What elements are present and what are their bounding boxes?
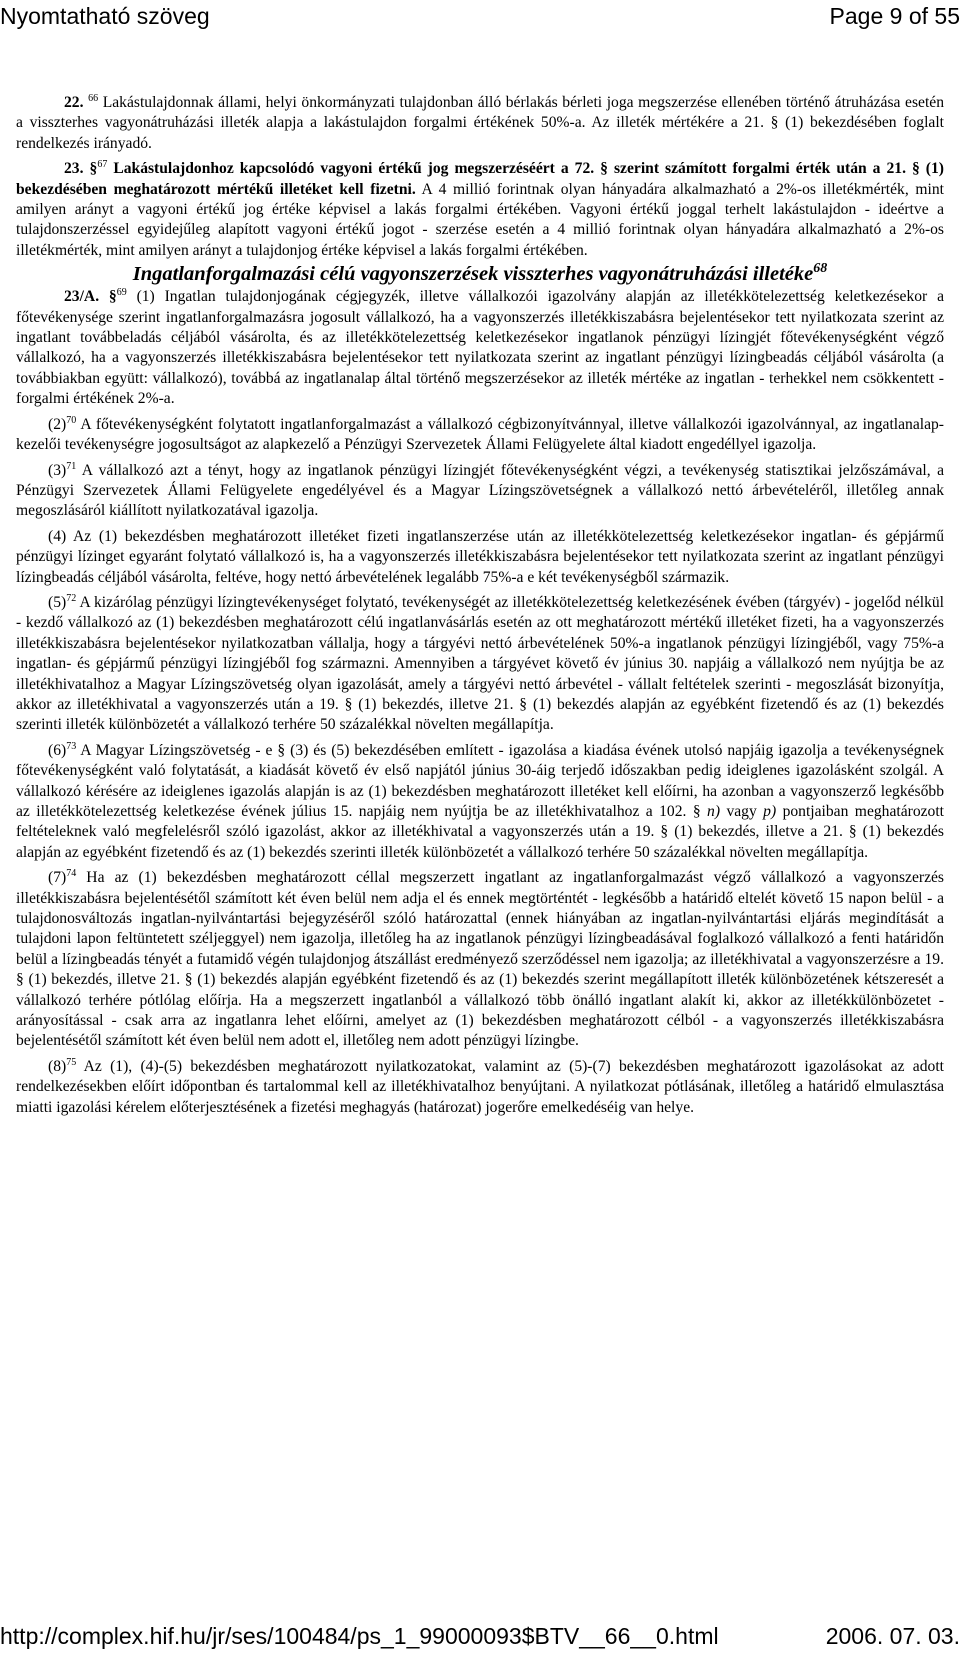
section-text: Lakástulajdonnak állami, helyi önkormányzati tulajdonban álló bérlakás bérleti joga megszerzése ellenében történő átruházása esetén a visszterhes vagyonátruházási illeték alapja a lakástulajdon forgalmi értékének 50%-a. Az illeték mértékére a 21. § (1) bekezdésében foglalt rendelkezés irányadó. bbox=[16, 94, 945, 152]
page-footer bbox=[0, 1620, 960, 1662]
section-23a-para-3 bbox=[16, 461, 944, 522]
footnote-ref[interactable]: 74 bbox=[66, 868, 77, 880]
page-indicator: Page 9 of 55 bbox=[829, 3, 960, 29]
section-sign: § bbox=[83, 160, 98, 178]
footnote-ref[interactable]: 73 bbox=[66, 740, 77, 752]
footnote-ref[interactable]: 68 bbox=[813, 261, 828, 277]
paragraph-number: (6) bbox=[48, 741, 67, 759]
section-23a-para-2 bbox=[16, 415, 944, 456]
paragraph-text: pontjaiban meghatározott feltételeknek való megfelelésről szóló igazolást, akkor az illetékhivatal a vagyonszerzés után a 19. § (1) bekezdés, illetve a 21. § (1) bekezdés alapján az egyébként fizetendő és az (1) bekezdés szerinti illeték különbözetét a vállalkozó terhére 50 százalékkal növelten megállapítja. bbox=[16, 803, 945, 861]
footnote-ref[interactable]: 67 bbox=[97, 159, 108, 171]
paragraph-number: (8) bbox=[48, 1057, 67, 1075]
section-23a-para-8 bbox=[16, 1057, 944, 1118]
footnote-ref[interactable]: 72 bbox=[66, 592, 77, 604]
section-23a-para-6 bbox=[16, 741, 944, 863]
heading-text: Ingatlanforgalmazási célú vagyonszerzések visszterhes vagyonátruházási illetéke bbox=[132, 263, 814, 286]
page-header bbox=[0, 0, 960, 42]
section-23a-para-5 bbox=[16, 593, 944, 736]
paragraph-text: Az (1), (4)-(5) bekezdésben meghatározott nyilatkozatokat, valamint az (5)-(7) bekezdésben meghatározott igazolásokat az adott rendelkezésekben előírt időpontban és tartalommal kell az illetékhivatalhoz benyújtani. A nyilatkozat pótlásának, illetőleg a határidő elmulasztása miatti igazolási kérelem előterjesztésének a fizetési meghagyás (határozat) jogerőre emelkedéséig van helye. bbox=[16, 1057, 944, 1116]
section-heading bbox=[16, 261, 944, 287]
paragraph-text: vagy bbox=[720, 803, 764, 820]
section-23a-para-1 bbox=[16, 287, 944, 409]
section-bold-text: Lakástulajdonhoz kapcsolódó vagyoni értékű jog megszerzéséért a 72. § szerint számított forgalmi érték után a 21. § (1) bekezdésében meghatározott mértékű illetéket kell fizetni. bbox=[16, 160, 944, 198]
document-body bbox=[16, 93, 944, 1118]
paragraph-number: (5) bbox=[48, 593, 67, 611]
paragraph-text: A vállalkozó azt a tényt, hogy az ingatlanok pénzügyi lízingjét főtevékenységként végzi, a tevékenység statisztikai jelzőszámával, a Pénzügyi Szervezetek Állami Felügyelete engedélyével és a Magyar Lízingszövetségnek a vállalkozó nettó árbevételéről, illetőleg annak megoszlásáról kiállított nyilatkozatával igazolja. bbox=[16, 461, 944, 520]
section-23a-para-7 bbox=[16, 868, 944, 1052]
paragraph-text: A kizárólag pénzügyi lízingtevékenységet folytató, tevékenységét az illetékkötelezettség keletkezésének évében (tárgyév) - jogelőd nélkül - kezdő vállalkozó az (1) bekezdésben meghatározott célú ingatlanvásárlás esetén az ott meghatározott mértékű illetéket fizeti, ha a vagyonszerzés illetékkiszabásra bejelentésekor nyilatkozatban vállalja, hogy a tárgyévi nettó árbevételének 50%-a ingatlanok pénzügyi lízingjéből, vagy 75%-a ingatlan- és gépjármű pénzügyi lízingjéből fog származni. Amennyiben a tárgyévet követő év június 30. napjáig a vállalkozó nem nyújtja be az illetékhivatalhoz a Magyar Lízingszövetség olyan igazolását, amely a tárgyévi nettó árbevétel - vállalt feltételek szerinti - megoszlását bizonyítja, akkor az illetékhivatal a vagyonszerzés után a 19. § (1) bekezdés, illetve 21. § (1) bekezdés alapján az egyébként fizetendő és az (1) bekezdés szerinti illeték különbözetét a vállalkozó terhére 50 százalékkal növelten megállapítja. bbox=[16, 593, 944, 734]
section-number: 23. bbox=[64, 160, 84, 178]
footnote-ref[interactable]: 69 bbox=[116, 287, 127, 299]
section-22 bbox=[16, 93, 944, 154]
paragraph-number: (2) bbox=[48, 415, 67, 433]
section-sign: § bbox=[99, 288, 117, 306]
print-date: 2006. 07. 03. bbox=[825, 1623, 960, 1649]
paragraph-text: (1) Ingatlan tulajdonjogának cégjegyzék, illetve vállalkozói igazolvány alapján az illetékkötelezettség keletkezésekor a főtevékenysége szerint ingatlanforgalmazásra jogosult vállalkozó, ha a vagyonszerzés illetékkiszabásra bejelentésekor tett nyilatkozata szerint az ingatlant továbbeladás céljából vásárolta, és az illetékkötelezettség keletkezésekor ingatlanok pénzügyi lízingjét főtevékenységként végző vállalkozó, ha a vagyonszerzés illetékkiszabásra bejelentésekor tett nyilatkozata szerint az ingatlant pénzügyi lízingbeadás céljából vásárolta (a továbbiakban együtt: vállalkozó), továbbá az ingatlanalap által történő megszerzésekor az illeték mértéke az ingatlan - terhekkel nem csökkentett - forgalmi értékének 2%-a. bbox=[16, 288, 944, 408]
section-23 bbox=[16, 159, 944, 261]
section-23a-para-4 bbox=[16, 527, 944, 588]
point-ref: n) bbox=[707, 803, 721, 820]
paragraph-text: A Magyar Lízingszövetség - e § (3) és (5) bekezdésében említett - igazolása a kiadása évének utolsó napjáig igazolja a tevékenységnek főtevékenységként való folytatását, a kiadását követő év első napjától június 30-áig terjedő időszakban pedig ideiglenes igazolásként szolgál. A vállalkozó kérésére az ideiglenes igazolás alapján is az (1) bekezdésben meghatározott illetéket kell előírni, ha azonban a vagyonszerző legkésőbb az illetékkötelezettség keletkezése évének július 15. napjáig nem nyújtja be az illetékhivatalhoz a 102. § bbox=[16, 741, 944, 820]
paragraph-number: (7) bbox=[48, 869, 67, 887]
paragraph-text: A főtevékenységként folytatott ingatlanforgalmazást a vállalkozó cégbizonyítvánnyal, illetve vállalkozói igazolvánnyal, az ingatlanalap-kezelői tevékenységre jogosultságot az alapkezelő a Pénzügyi Szervezetek Állami Felügyelete által kiadott engedéllyel igazolja. bbox=[16, 415, 944, 454]
point-ref: p) bbox=[763, 803, 777, 820]
header-title: Nyomtatható szöveg bbox=[0, 3, 210, 29]
paragraph-text: Ha az (1) bekezdésben meghatározott céllal megszerzett ingatlant az ingatlanforgalmazást végző vállalkozó a vagyonszerzés illetékkiszabásra bejelentésétől számított két éven belül nem adja el és ennek megtörténtét - legkésőbb a határidő eltelét követő 15 napon belül - a tulajdonosváltozás ingatlan-nyilvántartási bejegyzéséről szóló határozattal (ennek hiányában az ingatlan-nyilvántartási eljárás megindítását a tulajdoni lapon feltüntetett széljeggyel) nem igazolja, illetőleg ha az ingatlanok pénzügyi lízingbeadásával foglalkozó vállalkozó a fenti határidőn belül a lízingbeadás tényét a futamidő végén tulajdonjog átszállást eredményező szerződéssel nem igazolja; az illetékhivatal a vagyonszerzésre a 19. § (1) bekezdés, illetve 21. § (1) bekezdés alapján egyébként fizetendő és az (1) bekezdés szerint megállapított illeték különbözetének kétszeresét a vállalkozó terhére pótlólag előírja. Ha a megszerzett ingatlanból a vállalkozó több önálló ingatlant alakít ki, akkor az illetékkülönbözetet - arányosítással - csak arra az ingatlanra lehet előírni, amelyet az (1) bekezdésben meghatározott célból - a vagyonszerzés illetékkiszabásra bejelentésétől számított két éven belül nem adott el, illetőleg nem adott pénzügyi lízingbe. bbox=[16, 869, 944, 1050]
source-url: http://complex.hif.hu/jr/ses/100484/ps_1_99000093$BTV__66__0.html bbox=[0, 1623, 719, 1649]
section-number: 23/A. bbox=[64, 288, 100, 306]
footnote-ref[interactable]: 75 bbox=[66, 1056, 77, 1068]
section-number: 22. bbox=[64, 94, 84, 111]
footnote-ref[interactable]: 70 bbox=[66, 414, 77, 426]
section-text: A 4 millió forintnak olyan hányadára alkalmazható a 2%-os illetékmérték, mint amilyen arányt a vagyoni értékű jog értéke képvisel a lakás forgalmi értékében. Vagyoni értékű joggal terhelt lakástulajdon - ideértve a tulajdonszerzéssel egyidejűleg alapított vagyoni értékű jogot - szerzése esetén a 4 millió forintnak olyan hányadára alkalmazható a 2%-os illetékmérték, mint amilyen arányt a tulajdonjog értéke képvisel a lakás forgalmi értékében. bbox=[16, 180, 944, 259]
footnote-ref[interactable]: 66 bbox=[88, 92, 99, 104]
paragraph-text: (4) Az (1) bekezdésben meghatározott illetéket fizeti ingatlanszerzése után az illetékkötelezettség keletkezésekor ingatlan- és gépjármű pénzügyi lízinget egyaránt folytató vállalkozó is, ha a vagyonszerzés illetékkiszabásra bejelentésekor tett nyilatkozata szerint az ingatlant pénzügyi lízingbeadás céljából vásárolta, feltéve, hogy nettó árbevételének legalább 75%-a e két tevékenységből származik. bbox=[16, 527, 944, 586]
paragraph-number: (3) bbox=[48, 461, 67, 479]
footnote-ref[interactable]: 71 bbox=[66, 460, 77, 472]
